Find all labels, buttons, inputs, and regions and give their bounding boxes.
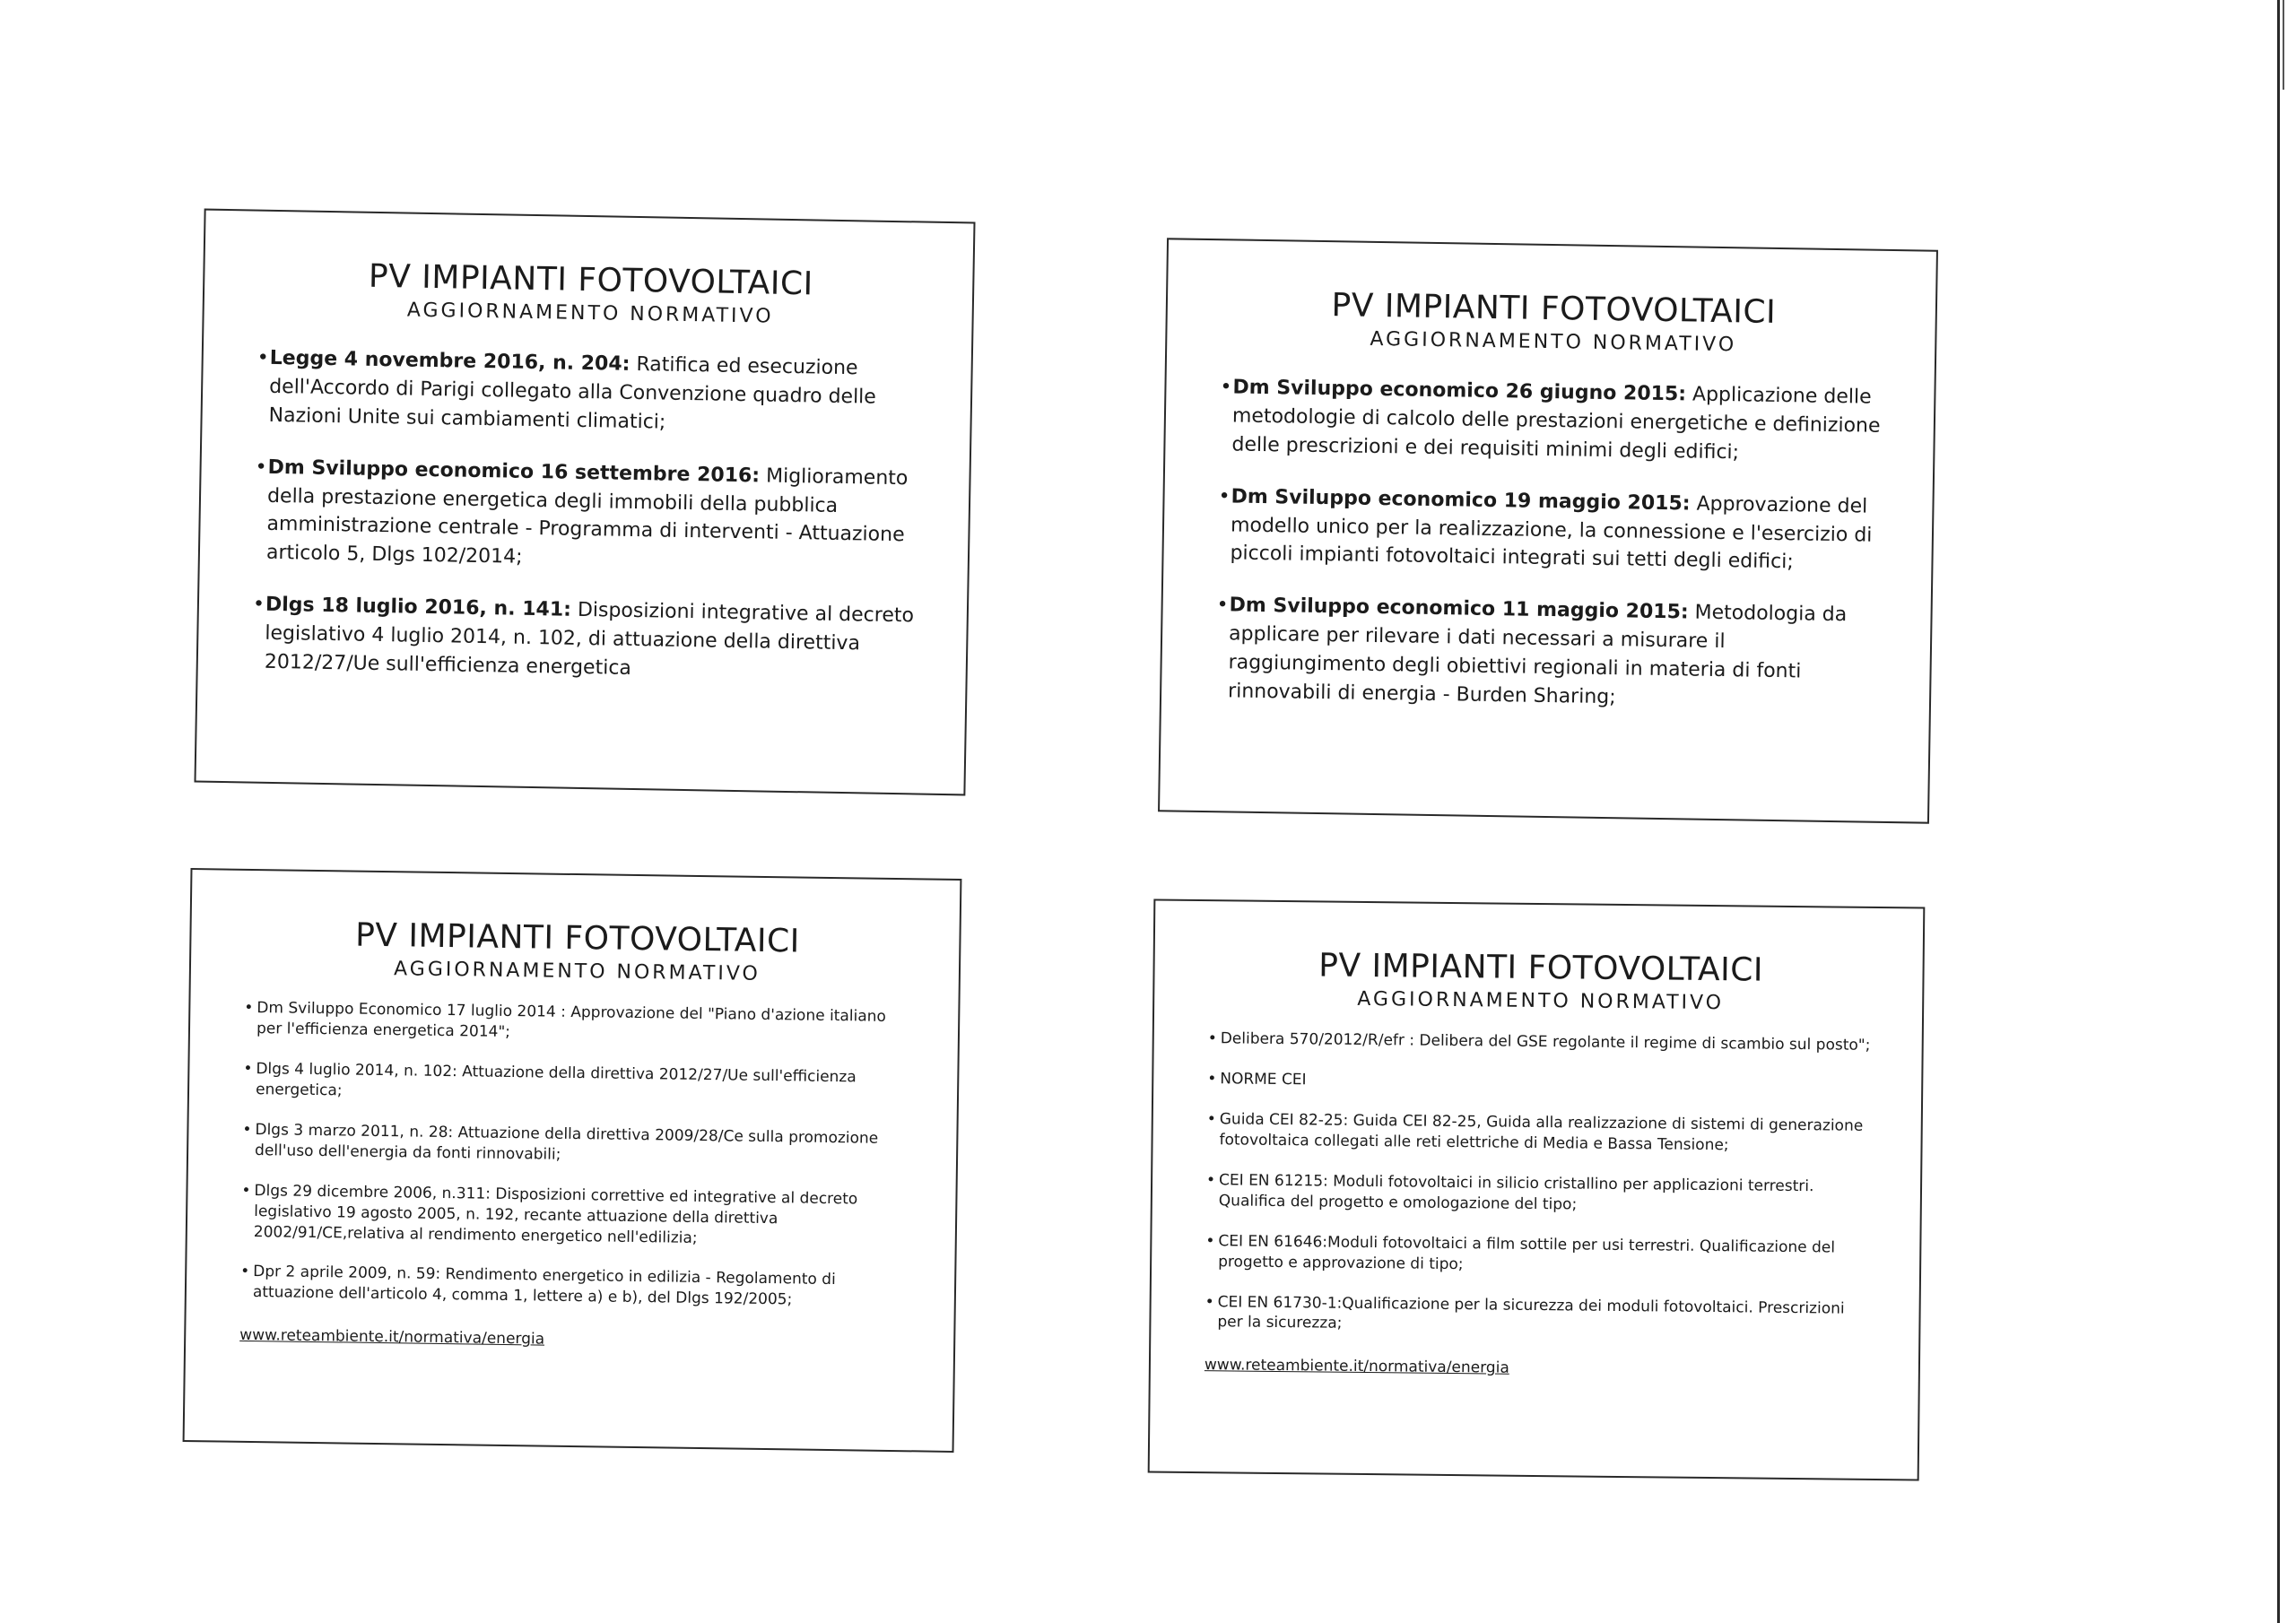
list-item <box>1208 1028 1873 1056</box>
list-item <box>1205 1231 1870 1280</box>
list-item <box>254 453 920 578</box>
item-lead: CEI EN 61215: <box>1218 1171 1328 1191</box>
slide-title: PV IMPIANTI FOTOVOLTAICI <box>1331 287 1777 331</box>
slide-subtitle: AGGIORNAMENTO NORMATIVO <box>406 299 774 328</box>
item-lead: Dm Sviluppo economico 11 maggio 2015: <box>1229 594 1689 624</box>
page-edge-line-top <box>2283 0 2284 90</box>
slide-title: PV IMPIANTI FOTOVOLTAICI <box>368 257 814 303</box>
slide-2 <box>1158 238 1938 823</box>
item-lead: CEI EN 61730-1: <box>1217 1292 1343 1313</box>
item-lead: Guida CEI 82-25: <box>1219 1110 1349 1130</box>
slide-title: PV IMPIANTI FOTOVOLTAICI <box>1318 947 1764 989</box>
item-text: Miglioramento della prestazione energetica degli immobili della pubblica amministrazione centrale - Programma di interventi - Attuazione articolo 5, Dlgs 102/2014; <box>265 464 909 569</box>
source-link[interactable]: www.reteambiente.it/normativa/energia <box>1204 1356 1509 1378</box>
list-item <box>1206 1170 1871 1219</box>
regulation-list <box>240 998 909 1313</box>
source-link[interactable]: www.reteambiente.it/normativa/energia <box>239 1326 545 1349</box>
slide-4 <box>1148 899 1926 1481</box>
item-lead: Dm Sviluppo Economico 17 luglio 2014 : <box>257 999 567 1021</box>
slide-3 <box>183 868 962 1453</box>
item-lead: Legge 4 novembre 2016, n. 204: <box>269 346 631 376</box>
slide-title: PV IMPIANTI FOTOVOLTAICI <box>354 916 801 960</box>
item-lead: Dlgs 18 luglio 2016, n. 141: <box>265 594 572 621</box>
item-text: Approvazione del "Piano d'azione italiano per l'efficienza energetica 2014"; <box>256 1002 887 1041</box>
item-text: Qualificazione per la sicurezza dei moduli fotovoltaici. Prescrizioni per la sicurezza; <box>1217 1294 1845 1333</box>
regulation-list <box>1215 373 1885 716</box>
item-text: Approvazione del modello unico per la realizzazione, la connessione e l'esercizio di piccoli impianti fotovoltaici integrati sui tetti degli edifici; <box>1230 492 1873 574</box>
item-lead: NORME CEI <box>1220 1070 1307 1089</box>
list-item <box>243 1059 909 1109</box>
list-item <box>240 1262 906 1312</box>
slide-subtitle: AGGIORNAMENTO NORMATIVO <box>1357 987 1725 1015</box>
item-text: Disposizioni integrative al decreto legislativo 4 luglio 2014, n. 102, di attuazione della direttiva 2012/27/Ue sull'efficienza energetica <box>264 598 915 680</box>
item-text: Rendimento energetico in edilizia - Regolamento di attuazione dell'articolo 4, comma 1, lettere a) e b), del Dlgs 192/2005; <box>252 1265 836 1309</box>
item-text: Moduli fotovoltaici a film sottile per usi terrestri. Qualificazione del progetto e approvazione di tipo; <box>1218 1233 1836 1273</box>
list-item <box>1215 592 1882 716</box>
item-text: Ratifica ed esecuzione dell'Accordo di Parigi collegato alla Convenzione quadro delle Nazioni Unite sui cambiamenti climatici; <box>268 352 877 434</box>
item-lead: Dm Sviluppo economico 19 maggio 2015: <box>1231 485 1691 516</box>
slide-subtitle: AGGIORNAMENTO NORMATIVO <box>393 958 761 985</box>
list-item <box>1205 1292 1869 1341</box>
slide-1 <box>194 209 975 796</box>
item-text: Attuazione della direttiva 2012/27/Ue sull'efficienza energetica; <box>255 1063 857 1100</box>
list-item <box>242 1120 908 1170</box>
list-item <box>1219 373 1884 469</box>
item-lead: CEI EN 61646: <box>1218 1231 1328 1252</box>
list-item <box>241 1180 907 1251</box>
item-text: Attuazione della direttiva 2009/28/Ce sulla promozione dell'uso dell'energia da fonti rinnovabili; <box>254 1123 879 1164</box>
list-item <box>256 344 922 442</box>
item-lead: Dm Sviluppo economico 26 giugno 2015: <box>1232 376 1687 406</box>
item-text: Metodologia da applicare per rilevare i dati necessari a misurare il raggiungimento degli obiettivi regionali in materia di fonti rinnovabili di energia - Burden Sharing; <box>1227 601 1848 709</box>
list-item <box>1217 482 1883 578</box>
item-lead: Dlgs 29 dicembre 2006, n.311: <box>254 1181 491 1203</box>
list-item <box>1207 1069 1872 1097</box>
regulation-list <box>252 344 922 689</box>
page-edge-line <box>2277 0 2280 1623</box>
list-item <box>1206 1109 1871 1158</box>
item-text: Moduli fotovoltaici in silicio cristallino per applicazioni terrestri. Qualifica del progetto e omologazione del tipo; <box>1218 1172 1814 1214</box>
item-text: Applicazione delle metodologie di calcolo delle prestazioni energetiche e definizione delle prescrizioni e dei requisiti minimi degli edifici; <box>1231 383 1881 464</box>
regulation-list <box>1205 1028 1873 1340</box>
item-lead: Dpr 2 aprile 2009, n. 59: <box>253 1263 441 1284</box>
item-text: Guida CEI 82-25, Guida alla realizzazione di sistemi di generazione fotovoltaica collegati alle reti elettriche di Media e Bassa Tensione; <box>1219 1111 1864 1155</box>
item-text: Delibera del GSE regolante il regime di scambio sul posto"; <box>1413 1031 1871 1055</box>
item-lead: Delibera 570/2012/R/efr : <box>1220 1029 1415 1050</box>
list-item <box>252 591 918 689</box>
item-text: Disposizioni correttive ed integrative al decreto legislativo 19 agosto 2005, n. 192, recante attuazione della direttiva 2002/91/CE,relativa al rendimento energetico nell'edilizia; <box>253 1185 858 1247</box>
list-item <box>244 998 909 1048</box>
item-lead: Dlgs 3 marzo 2011, n. 28: <box>255 1120 454 1141</box>
slide-subtitle: AGGIORNAMENTO NORMATIVO <box>1370 327 1737 357</box>
item-lead: Dlgs 4 luglio 2014, n. 102: <box>256 1059 457 1081</box>
item-lead: Dm Sviluppo economico 16 settembre 2016: <box>267 456 761 488</box>
